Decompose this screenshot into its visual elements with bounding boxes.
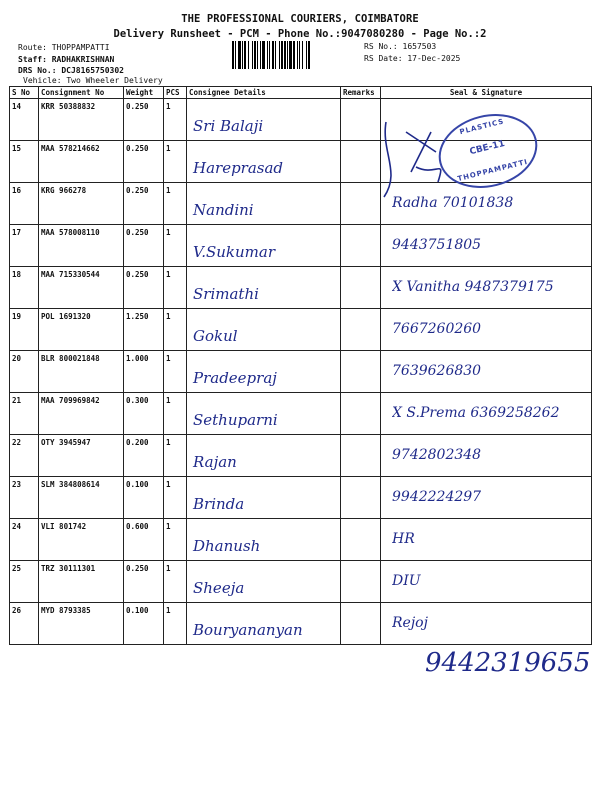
cell-consignment-no: MAA 709969842	[39, 393, 124, 435]
cell-consignment-no: POL 1691320	[39, 309, 124, 351]
handwritten-signature: HR	[392, 531, 415, 547]
handwritten-signature: X Vanitha 9487379175	[392, 279, 554, 295]
vehicle-field: Vehicle: Two Wheeler Delivery	[23, 76, 163, 85]
cell-consignment-no: MAA 578008110	[39, 225, 124, 267]
cell-sno: 25	[10, 561, 39, 603]
handwritten-consignee: Pradeepraj	[193, 369, 277, 387]
stamp-top-text: PLASTICS	[458, 117, 506, 137]
cell-weight: 1.000	[124, 351, 164, 393]
cell-remarks	[341, 435, 381, 477]
cell-sno: 19	[10, 309, 39, 351]
cell-weight: 1.250	[124, 309, 164, 351]
table-row	[10, 225, 592, 267]
handwritten-consignee: Hareprasad	[193, 159, 284, 177]
cell-remarks	[341, 393, 381, 435]
cell-pcs: 1	[164, 393, 187, 435]
stamp-bottom-text: THOPPAMPATTI	[456, 157, 529, 184]
drs-number: DRS No.: DCJ8165750302	[18, 66, 124, 75]
handwritten-signature: Radha 70101838	[392, 195, 514, 211]
handwritten-consignee: Rajan	[193, 453, 237, 471]
barcode	[232, 41, 360, 69]
cell-consignment-no: MYD 8793385	[39, 603, 124, 645]
cell-pcs: 1	[164, 561, 187, 603]
rs-date: RS Date: 17-Dec-2025	[364, 54, 461, 63]
cell-weight: 0.600	[124, 519, 164, 561]
handwritten-consignee: Sheeja	[193, 579, 245, 597]
col-header-consignment: Consignment No	[39, 87, 124, 99]
cell-consignment-no: OTY 3945947	[39, 435, 124, 477]
col-header-sno: S No	[10, 87, 39, 99]
rs-number: RS No.: 1657503	[364, 42, 437, 51]
cell-sno: 20	[10, 351, 39, 393]
cell-sno: 24	[10, 519, 39, 561]
stamp-center-text: CBE-11	[468, 138, 506, 158]
handwritten-consignee: Nandini	[193, 201, 254, 219]
cell-weight: 0.250	[124, 183, 164, 225]
cell-consignment-no: MAA 715330544	[39, 267, 124, 309]
handwritten-consignee: Bouryananyan	[193, 621, 303, 639]
cell-remarks	[341, 519, 381, 561]
route-field: Route: THOPPAMPATTI	[18, 43, 110, 52]
cell-consignment-no: VLI 801742	[39, 519, 124, 561]
table-row	[10, 477, 592, 519]
footer-phone-handwriting: 9442319655	[425, 648, 591, 678]
handwritten-consignee: Sethuparni	[193, 411, 278, 429]
cell-remarks	[341, 141, 381, 183]
cell-remarks	[341, 603, 381, 645]
table-row	[10, 309, 592, 351]
cell-weight: 0.100	[124, 477, 164, 519]
handwritten-signature: X S.Prema 6369258262	[392, 405, 560, 421]
cell-weight: 0.100	[124, 603, 164, 645]
cell-pcs: 1	[164, 603, 187, 645]
staff-field: Staff: RADHAKRISHNAN	[18, 55, 115, 64]
table-row	[10, 351, 592, 393]
cell-pcs: 1	[164, 309, 187, 351]
cell-pcs: 1	[164, 477, 187, 519]
cell-weight: 0.300	[124, 393, 164, 435]
cell-remarks	[341, 225, 381, 267]
handwritten-signature: 9942224297	[392, 489, 482, 505]
handwritten-signature: 9742802348	[392, 447, 482, 463]
handwritten-consignee: Brinda	[193, 495, 245, 513]
handwritten-signature: Rejoj	[392, 615, 428, 631]
cell-sno: 26	[10, 603, 39, 645]
cell-pcs: 1	[164, 183, 187, 225]
cell-sno: 23	[10, 477, 39, 519]
table-row	[10, 435, 592, 477]
col-header-remarks: Remarks	[341, 87, 381, 99]
table-header-row	[10, 87, 592, 99]
handwritten-consignee: Dhanush	[193, 537, 261, 555]
handwritten-signature: DIU	[392, 573, 421, 589]
handwritten-signature: 9443751805	[392, 237, 482, 253]
cell-consignment-no: MAA 578214662	[39, 141, 124, 183]
cell-weight: 0.250	[124, 141, 164, 183]
cell-pcs: 1	[164, 519, 187, 561]
handwritten-signature: 7639626830	[392, 363, 482, 379]
cell-consignment-no: TRZ 30111301	[39, 561, 124, 603]
cell-sno: 14	[10, 99, 39, 141]
col-header-weight: Weight	[124, 87, 164, 99]
cell-sno: 17	[10, 225, 39, 267]
cell-weight: 0.250	[124, 561, 164, 603]
cell-sno: 15	[10, 141, 39, 183]
handwritten-consignee: Sri Balaji	[193, 117, 264, 135]
cell-pcs: 1	[164, 435, 187, 477]
company-title: THE PROFESSIONAL COURIERS, COIMBATORE	[181, 13, 419, 25]
cell-weight: 0.250	[124, 225, 164, 267]
handwritten-signature: 7667260260	[392, 321, 482, 337]
cell-remarks	[341, 309, 381, 351]
handwritten-consignee: Srimathi	[193, 285, 259, 303]
col-header-pcs: PCS	[164, 87, 187, 99]
cell-pcs: 1	[164, 225, 187, 267]
cell-remarks	[341, 351, 381, 393]
cell-remarks	[341, 99, 381, 141]
cell-pcs: 1	[164, 351, 187, 393]
cell-weight: 0.250	[124, 99, 164, 141]
cell-consignment-no: BLR 800021848	[39, 351, 124, 393]
cell-consignment-no: KRR 50388832	[39, 99, 124, 141]
cell-weight: 0.250	[124, 267, 164, 309]
cell-remarks	[341, 477, 381, 519]
cell-remarks	[341, 561, 381, 603]
col-header-seal: Seal & Signature	[381, 87, 592, 99]
handwritten-consignee: V.Sukumar	[193, 243, 276, 261]
cell-pcs: 1	[164, 141, 187, 183]
cell-sno: 21	[10, 393, 39, 435]
cell-remarks	[341, 183, 381, 225]
runsheet-subtitle: Delivery Runsheet - PCM - Phone No.:9047080280 - Page No.:2	[113, 28, 487, 40]
handwritten-consignee: Gokul	[193, 327, 238, 345]
cell-pcs: 1	[164, 99, 187, 141]
cell-remarks	[341, 267, 381, 309]
cell-pcs: 1	[164, 267, 187, 309]
table-row	[10, 561, 592, 603]
cell-sno: 18	[10, 267, 39, 309]
cell-sno: 22	[10, 435, 39, 477]
col-header-consignee: Consignee Details	[187, 87, 341, 99]
cell-weight: 0.200	[124, 435, 164, 477]
cell-sno: 16	[10, 183, 39, 225]
table-row	[10, 519, 592, 561]
cell-consignment-no: KRG 966278	[39, 183, 124, 225]
cell-consignment-no: SLM 384808614	[39, 477, 124, 519]
